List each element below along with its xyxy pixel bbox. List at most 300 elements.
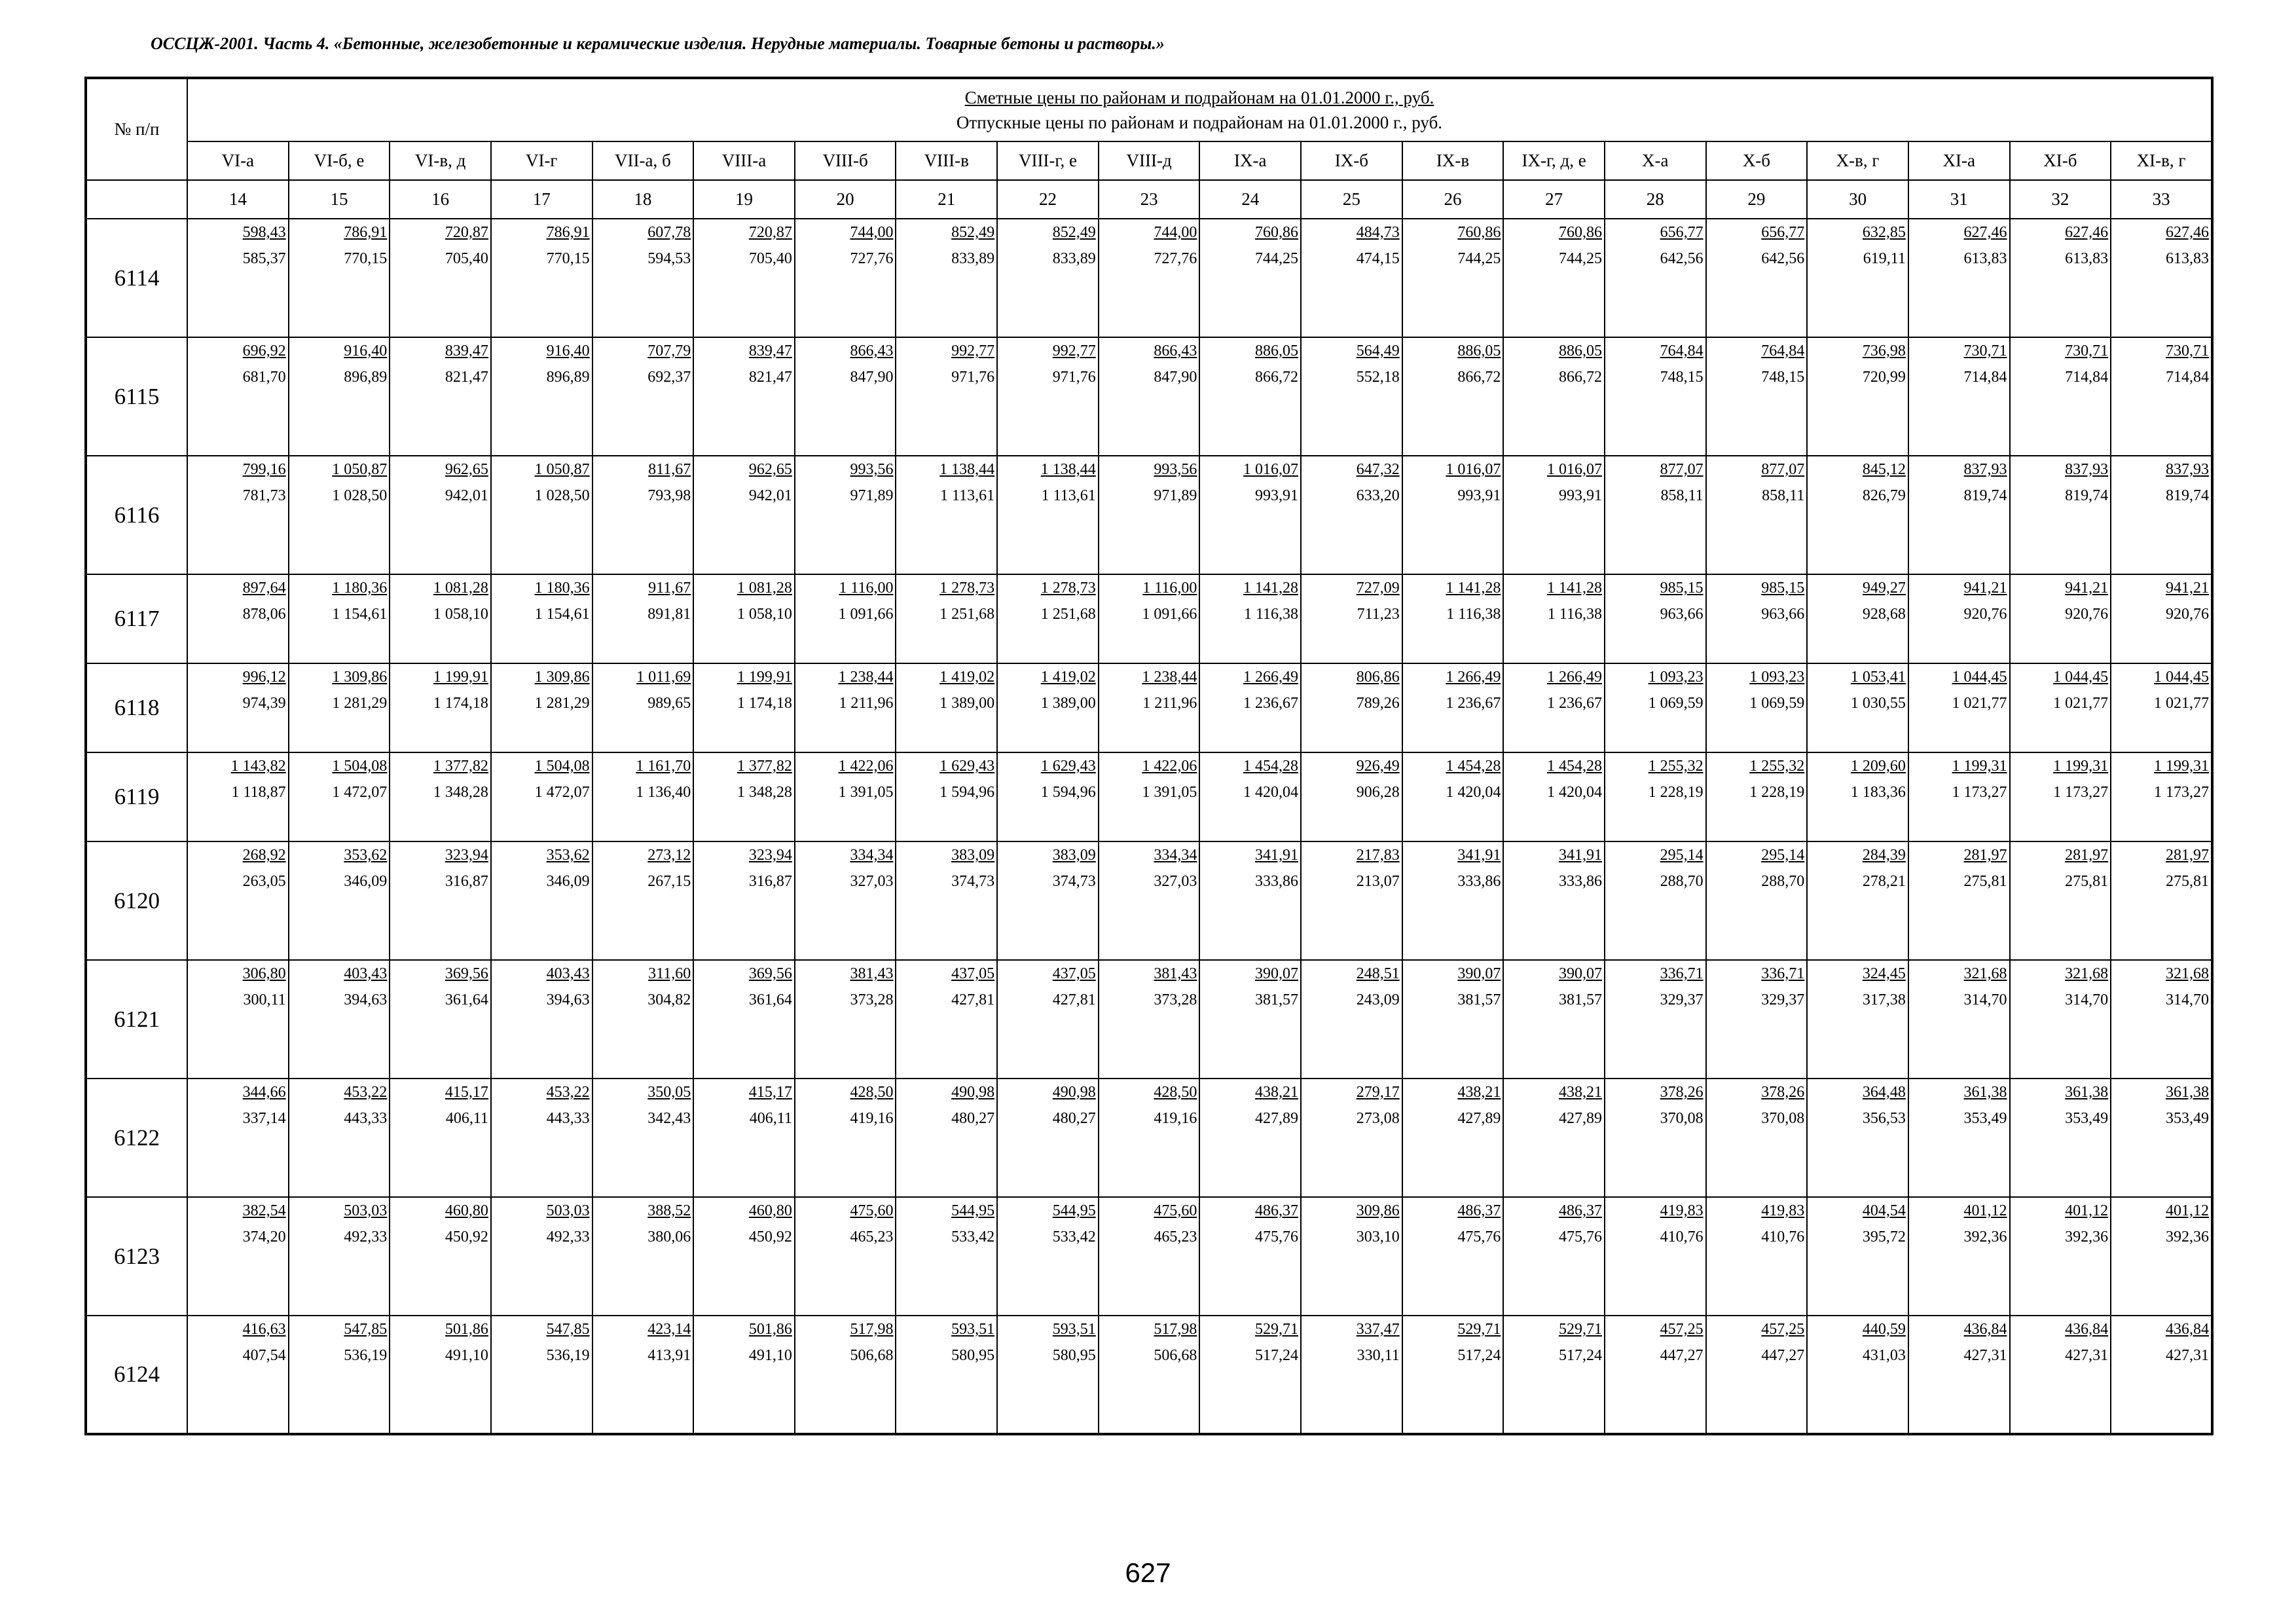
estimated-price: 897,64 xyxy=(242,580,286,597)
estimated-price: 281,97 xyxy=(2165,847,2209,864)
estimated-price: 369,56 xyxy=(748,965,792,982)
estimated-price: 564,49 xyxy=(1356,342,1400,360)
price-cell xyxy=(592,219,694,337)
release-price: 1 420,04 xyxy=(1446,784,1501,801)
table-body xyxy=(86,219,2212,1434)
estimated-price: 744,00 xyxy=(1154,224,1197,241)
price-cell xyxy=(1807,663,1908,752)
district-header: VIII-в xyxy=(896,141,997,180)
price-cell xyxy=(896,1079,997,1197)
estimated-price: 1 309,86 xyxy=(332,669,388,686)
estimated-price: 993,56 xyxy=(1154,461,1197,478)
release-price: 906,28 xyxy=(1356,784,1400,801)
estimated-price: 1 266,49 xyxy=(1243,669,1299,686)
release-price: 989,65 xyxy=(647,695,691,712)
district-header-row xyxy=(86,141,2212,180)
estimated-price: 501,86 xyxy=(748,1321,792,1338)
price-cell xyxy=(1402,1316,1504,1434)
estimated-price: 886,05 xyxy=(1255,342,1299,360)
estimated-price: 1 141,28 xyxy=(1446,580,1501,597)
estimated-price: 295,14 xyxy=(1761,847,1805,864)
release-price: 474,15 xyxy=(1356,250,1400,267)
release-price: 475,76 xyxy=(1457,1228,1501,1246)
price-cell xyxy=(693,1079,795,1197)
price-cell xyxy=(592,663,694,752)
estimated-price: 730,71 xyxy=(2165,342,2209,360)
price-cell xyxy=(693,960,795,1079)
release-price: 714,84 xyxy=(1963,369,2007,386)
estimated-price: 353,62 xyxy=(546,847,590,864)
price-cell xyxy=(187,219,289,337)
price-cell xyxy=(997,960,1099,1079)
release-price: 353,49 xyxy=(1963,1110,2007,1127)
estimated-price: 306,80 xyxy=(242,965,286,982)
price-cell xyxy=(1402,1197,1504,1316)
price-cell xyxy=(289,752,390,841)
price-cell xyxy=(693,841,795,960)
release-price: 427,31 xyxy=(2065,1347,2109,1364)
price-cell xyxy=(491,456,592,574)
estimated-price: 1 141,28 xyxy=(1546,580,1602,597)
release-price: 447,27 xyxy=(1660,1347,1704,1364)
price-cell xyxy=(1605,219,1706,337)
estimated-price: 361,38 xyxy=(2165,1084,2209,1101)
column-number: 15 xyxy=(289,180,390,219)
release-price: 705,40 xyxy=(445,250,488,267)
column-number: 27 xyxy=(1503,180,1605,219)
estimated-price: 727,09 xyxy=(1356,580,1400,597)
estimated-price: 941,21 xyxy=(2065,580,2109,597)
estimated-price: 323,94 xyxy=(748,847,792,864)
release-price: 517,24 xyxy=(1558,1347,1602,1364)
price-cell xyxy=(896,219,997,337)
estimated-price: 460,80 xyxy=(748,1202,792,1219)
price-cell xyxy=(1503,960,1605,1079)
estimated-price: 544,95 xyxy=(1052,1202,1096,1219)
estimated-price: 1 504,08 xyxy=(332,758,388,775)
release-price: 781,73 xyxy=(242,487,286,504)
release-price: 833,89 xyxy=(1052,250,1096,267)
price-cell xyxy=(187,337,289,456)
release-price: 373,28 xyxy=(850,991,894,1008)
price-cell xyxy=(390,1079,491,1197)
estimated-price: 720,87 xyxy=(748,224,792,241)
estimated-price: 627,46 xyxy=(2165,224,2209,241)
release-price: 300,11 xyxy=(243,991,286,1008)
price-cell xyxy=(1402,337,1504,456)
column-number-blank xyxy=(86,180,187,219)
estimated-price: 1 629,43 xyxy=(1040,758,1096,775)
estimated-price: 501,86 xyxy=(445,1321,488,1338)
release-price: 394,63 xyxy=(546,991,590,1008)
price-cell xyxy=(997,752,1099,841)
release-price: 1 028,50 xyxy=(332,487,388,504)
price-cell xyxy=(1605,841,1706,960)
estimated-price: 436,84 xyxy=(2065,1321,2109,1338)
price-cell xyxy=(187,960,289,1079)
release-price: 971,89 xyxy=(1154,487,1197,504)
price-cell xyxy=(1199,752,1301,841)
estimated-price: 279,17 xyxy=(1356,1084,1400,1101)
price-cell xyxy=(795,337,896,456)
price-cell xyxy=(693,337,795,456)
price-cell xyxy=(997,574,1099,663)
release-price: 491,10 xyxy=(445,1347,488,1364)
estimated-price: 390,07 xyxy=(1457,965,1501,982)
estimated-price: 529,71 xyxy=(1558,1321,1602,1338)
estimated-price: 1 050,87 xyxy=(534,461,590,478)
estimated-price: 437,05 xyxy=(951,965,995,982)
estimated-price: 460,80 xyxy=(445,1202,488,1219)
release-price: 552,18 xyxy=(1356,369,1400,386)
estimated-price: 647,32 xyxy=(1356,461,1400,478)
price-cell xyxy=(187,1079,289,1197)
district-header: XI-а xyxy=(1908,141,2010,180)
release-price: 465,23 xyxy=(850,1228,894,1246)
price-cell xyxy=(1301,456,1402,574)
release-price: 333,86 xyxy=(1558,873,1602,890)
release-price: 327,03 xyxy=(850,873,894,890)
release-price: 928,68 xyxy=(1862,606,1906,623)
price-cell xyxy=(592,337,694,456)
release-price: 1 173,27 xyxy=(1952,784,2007,801)
district-header: XI-б xyxy=(2010,141,2111,180)
estimated-price: 311,60 xyxy=(648,965,691,982)
price-cell xyxy=(795,574,896,663)
release-price: 896,89 xyxy=(546,369,590,386)
release-price: 963,66 xyxy=(1761,606,1805,623)
release-price: 633,20 xyxy=(1356,487,1400,504)
release-price: 333,86 xyxy=(1255,873,1299,890)
price-cell xyxy=(1605,1079,1706,1197)
price-cell xyxy=(1503,337,1605,456)
release-price: 993,91 xyxy=(1457,487,1501,504)
estimated-price: 1 629,43 xyxy=(939,758,995,775)
release-price: 427,89 xyxy=(1457,1110,1501,1127)
price-cell xyxy=(592,1316,694,1434)
price-cell xyxy=(1402,841,1504,960)
estimated-price: 378,26 xyxy=(1761,1084,1805,1101)
price-cell xyxy=(491,219,592,337)
release-price: 406,11 xyxy=(445,1110,488,1127)
estimated-price: 839,47 xyxy=(748,342,792,360)
release-price: 1 021,77 xyxy=(2053,695,2109,712)
price-cell xyxy=(1099,219,1200,337)
price-cell xyxy=(1402,1079,1504,1197)
price-cell xyxy=(1099,574,1200,663)
column-number: 23 xyxy=(1099,180,1200,219)
price-cell xyxy=(795,752,896,841)
release-price: 443,33 xyxy=(546,1110,590,1127)
estimated-price: 911,67 xyxy=(648,580,691,597)
price-cell xyxy=(1301,841,1402,960)
price-cell xyxy=(1605,456,1706,574)
price-cell xyxy=(1908,574,2010,663)
estimated-price: 248,51 xyxy=(1356,965,1400,982)
release-price: 619,11 xyxy=(1863,250,1906,267)
price-cell xyxy=(1402,456,1504,574)
release-price: 866,72 xyxy=(1255,369,1299,386)
estimated-price: 1 454,28 xyxy=(1446,758,1501,775)
price-cell xyxy=(390,219,491,337)
release-price: 891,81 xyxy=(647,606,691,623)
estimated-price: 428,50 xyxy=(1154,1084,1197,1101)
estimated-price: 1 419,02 xyxy=(939,669,995,686)
estimated-price: 1 016,07 xyxy=(1546,461,1602,478)
column-number: 16 xyxy=(390,180,491,219)
price-cell xyxy=(795,219,896,337)
estimated-price: 764,84 xyxy=(1660,342,1704,360)
price-cell xyxy=(491,1197,592,1316)
estimated-price: 1 255,32 xyxy=(1648,758,1704,775)
price-cell xyxy=(1706,1316,1808,1434)
estimated-price: 419,83 xyxy=(1660,1202,1704,1219)
estimated-price: 720,87 xyxy=(445,224,488,241)
release-price: 316,87 xyxy=(445,873,488,890)
release-price: 942,01 xyxy=(445,487,488,504)
column-number: 25 xyxy=(1301,180,1402,219)
price-cell xyxy=(289,1197,390,1316)
release-price: 443,33 xyxy=(344,1110,388,1127)
price-cell xyxy=(289,960,390,1079)
estimated-price: 281,97 xyxy=(1963,847,2007,864)
price-cell xyxy=(1807,456,1908,574)
table-row xyxy=(86,1316,2212,1434)
release-price: 381,57 xyxy=(1255,991,1299,1008)
release-price: 327,03 xyxy=(1154,873,1197,890)
price-cell xyxy=(592,1197,694,1316)
price-cell xyxy=(693,219,795,337)
estimated-price: 799,16 xyxy=(242,461,286,478)
estimated-price: 1 266,49 xyxy=(1546,669,1602,686)
price-cell xyxy=(390,841,491,960)
release-price: 720,99 xyxy=(1862,369,1906,386)
price-cell xyxy=(390,752,491,841)
price-cell xyxy=(896,752,997,841)
price-cell xyxy=(1503,1316,1605,1434)
column-number-row xyxy=(86,180,2212,219)
estimated-price: 401,12 xyxy=(2065,1202,2109,1219)
release-price: 410,76 xyxy=(1660,1228,1704,1246)
estimated-price: 403,43 xyxy=(546,965,590,982)
price-cell xyxy=(997,841,1099,960)
release-price: 819,74 xyxy=(2165,487,2209,504)
price-cell xyxy=(997,456,1099,574)
estimated-price: 390,07 xyxy=(1558,965,1602,982)
estimated-price: 517,98 xyxy=(850,1321,894,1338)
release-price: 1 228,19 xyxy=(1648,784,1704,801)
price-cell xyxy=(1301,663,1402,752)
release-price: 353,49 xyxy=(2065,1110,2109,1127)
column-number: 20 xyxy=(795,180,896,219)
price-cell xyxy=(1706,1079,1808,1197)
release-price: 847,90 xyxy=(1154,369,1197,386)
estimated-price: 866,43 xyxy=(850,342,894,360)
release-price: 1 021,77 xyxy=(2153,695,2209,712)
release-price: 1 281,29 xyxy=(534,695,590,712)
price-cell xyxy=(1099,663,1200,752)
estimated-price: 1 199,31 xyxy=(2053,758,2109,775)
price-cell xyxy=(1605,1197,1706,1316)
release-price: 374,73 xyxy=(951,873,995,890)
estimated-price: 985,15 xyxy=(1761,580,1805,597)
price-cell xyxy=(1908,663,2010,752)
estimated-price: 1 504,08 xyxy=(534,758,590,775)
price-cell xyxy=(1706,456,1808,574)
estimated-price: 453,22 xyxy=(546,1084,590,1101)
price-cell xyxy=(1099,1316,1200,1434)
release-price: 278,21 xyxy=(1862,873,1906,890)
price-cell xyxy=(2111,1316,2212,1434)
price-cell xyxy=(592,574,694,663)
price-cell xyxy=(491,752,592,841)
estimated-price: 503,03 xyxy=(546,1202,590,1219)
document-header: ОССЦЖ-2001. Часть 4. «Бетонные, железобетонные и керамические изделия. Нерудные материалы. Товарные бетоны и растворы.» xyxy=(151,34,1165,53)
release-price: 1 091,66 xyxy=(838,606,894,623)
price-cell xyxy=(187,574,289,663)
estimated-price: 866,43 xyxy=(1154,342,1197,360)
release-price: 711,23 xyxy=(1357,606,1400,623)
estimated-price: 1 266,49 xyxy=(1446,669,1501,686)
district-header: XI-в, г xyxy=(2111,141,2212,180)
estimated-price: 361,38 xyxy=(1963,1084,2007,1101)
price-cell xyxy=(2010,663,2111,752)
release-price: 346,09 xyxy=(344,873,388,890)
estimated-price: 1 377,82 xyxy=(737,758,792,775)
release-price: 333,86 xyxy=(1457,873,1501,890)
release-price: 314,70 xyxy=(2065,991,2109,1008)
price-cell xyxy=(1706,1197,1808,1316)
estimated-price: 1 050,87 xyxy=(332,461,388,478)
estimated-price: 1 278,73 xyxy=(1040,580,1096,597)
release-price: 920,76 xyxy=(1963,606,2007,623)
estimated-price: 1 422,06 xyxy=(1142,758,1197,775)
release-price: 1 389,00 xyxy=(939,695,995,712)
release-price: 1 154,61 xyxy=(534,606,590,623)
release-price: 475,76 xyxy=(1558,1228,1602,1246)
district-header: VI-а xyxy=(187,141,289,180)
price-cell xyxy=(390,337,491,456)
estimated-price: 696,92 xyxy=(242,342,286,360)
release-price: 288,70 xyxy=(1761,873,1805,890)
estimated-price: 484,73 xyxy=(1356,224,1400,241)
district-header: VIII-д xyxy=(1099,141,1200,180)
estimated-price: 344,66 xyxy=(242,1084,286,1101)
estimated-price: 1 011,69 xyxy=(636,669,691,686)
price-cell xyxy=(2010,1197,2111,1316)
price-cell xyxy=(896,663,997,752)
estimated-price: 886,05 xyxy=(1457,342,1501,360)
estimated-price: 839,47 xyxy=(445,342,488,360)
estimated-price: 837,93 xyxy=(2065,461,2109,478)
item-number: 6123 xyxy=(86,1197,187,1316)
price-cell xyxy=(1605,1316,1706,1434)
district-header: IX-в xyxy=(1402,141,1504,180)
district-header: X-в, г xyxy=(1807,141,1908,180)
price-cell xyxy=(997,337,1099,456)
estimated-price: 744,00 xyxy=(850,224,894,241)
estimated-price: 321,68 xyxy=(1963,965,2007,982)
estimated-price: 845,12 xyxy=(1862,461,1906,478)
price-cell xyxy=(390,456,491,574)
release-price: 1 069,59 xyxy=(1648,695,1704,712)
price-cell xyxy=(1099,456,1200,574)
column-number: 18 xyxy=(592,180,694,219)
price-cell xyxy=(1706,219,1808,337)
release-price: 1 136,40 xyxy=(636,784,691,801)
price-cell xyxy=(1099,752,1200,841)
estimated-price: 632,85 xyxy=(1862,224,1906,241)
estimated-price: 1 081,28 xyxy=(737,580,792,597)
release-price: 1 236,67 xyxy=(1546,695,1602,712)
estimated-price: 486,37 xyxy=(1558,1202,1602,1219)
release-price: 821,47 xyxy=(748,369,792,386)
release-price: 427,31 xyxy=(2165,1347,2209,1364)
district-header: VIII-а xyxy=(693,141,795,180)
estimated-price: 334,34 xyxy=(850,847,894,864)
release-price: 1 174,18 xyxy=(433,695,488,712)
release-price: 431,03 xyxy=(1862,1347,1906,1364)
estimated-price: 1 016,07 xyxy=(1243,461,1299,478)
price-cell xyxy=(390,1197,491,1316)
estimated-price: 334,34 xyxy=(1154,847,1197,864)
estimated-price: 401,12 xyxy=(2165,1202,2209,1219)
estimated-price: 1 161,70 xyxy=(636,758,691,775)
price-cell xyxy=(491,841,592,960)
price-cell xyxy=(795,663,896,752)
price-cell xyxy=(1199,456,1301,574)
estimated-price: 1 209,60 xyxy=(1850,758,1906,775)
release-price: 748,15 xyxy=(1660,369,1704,386)
release-price: 1 030,55 xyxy=(1850,695,1906,712)
release-price: 681,70 xyxy=(242,369,286,386)
estimated-price: 786,91 xyxy=(546,224,590,241)
estimated-price: 383,09 xyxy=(951,847,995,864)
release-price: 1 058,10 xyxy=(737,606,792,623)
price-cell xyxy=(491,574,592,663)
price-cell xyxy=(1706,960,1808,1079)
estimated-price: 730,71 xyxy=(2065,342,2109,360)
estimated-price: 837,93 xyxy=(2165,461,2209,478)
price-cell xyxy=(1199,219,1301,337)
price-cell xyxy=(795,1316,896,1434)
column-number: 33 xyxy=(2111,180,2212,219)
price-cell xyxy=(1199,841,1301,960)
release-price: 394,63 xyxy=(344,991,388,1008)
estimated-price: 419,83 xyxy=(1761,1202,1805,1219)
estimated-price: 1 422,06 xyxy=(838,758,894,775)
item-number: 6124 xyxy=(86,1316,187,1434)
release-price: 288,70 xyxy=(1660,873,1704,890)
item-number: 6116 xyxy=(86,456,187,574)
estimated-price: 295,14 xyxy=(1660,847,1704,864)
price-cell xyxy=(1301,1197,1402,1316)
price-cell xyxy=(2111,219,2212,337)
district-header: VI-б, е xyxy=(289,141,390,180)
price-cell xyxy=(2111,1197,2212,1316)
release-price: 1 472,07 xyxy=(534,784,590,801)
estimated-price: 1 093,23 xyxy=(1648,669,1704,686)
estimated-price: 336,71 xyxy=(1761,965,1805,982)
release-price: 1 116,38 xyxy=(1547,606,1602,623)
estimated-price: 962,65 xyxy=(445,461,488,478)
price-cell xyxy=(390,1316,491,1434)
price-cell xyxy=(1099,337,1200,456)
price-cell xyxy=(491,663,592,752)
estimated-price: 323,94 xyxy=(445,847,488,864)
release-price: 1 154,61 xyxy=(332,606,388,623)
price-cell xyxy=(592,752,694,841)
